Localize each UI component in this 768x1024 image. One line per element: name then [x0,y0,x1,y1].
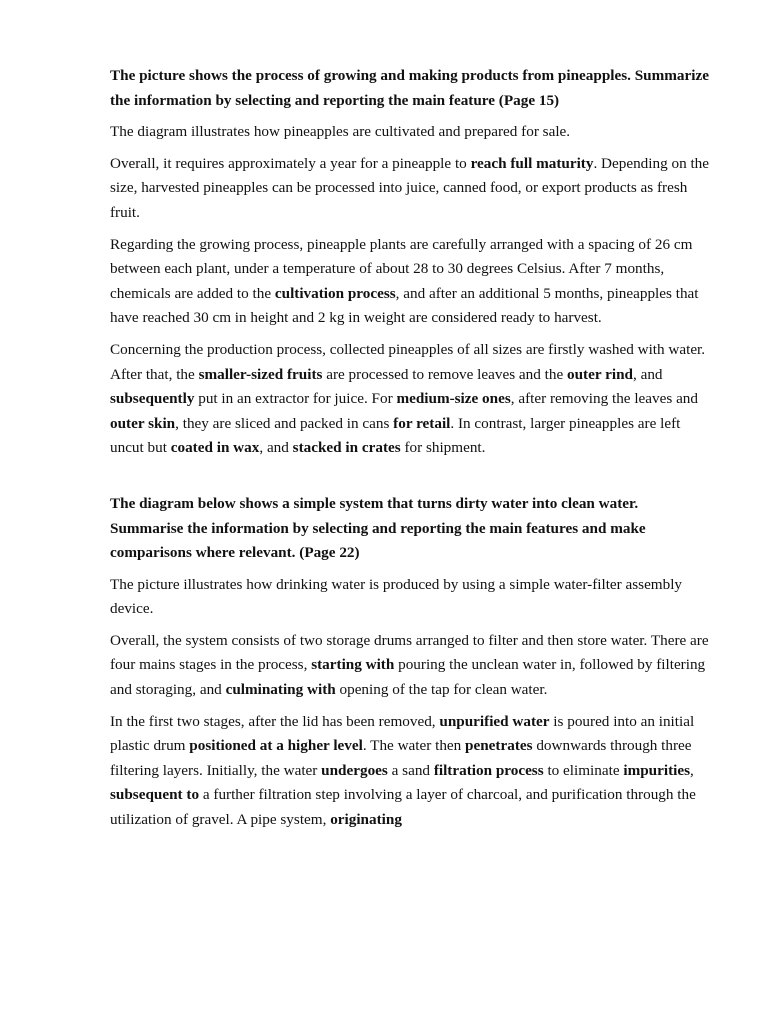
emphasis-phrase: subsequently [110,390,195,408]
emphasis-phrase: unpurified water [439,712,550,730]
emphasis-phrase: outer skin [110,414,176,432]
emphasis-phrase: cultivation process [274,284,396,302]
emphasis-phrase: for retail [393,414,451,432]
emphasis-phrase: coated in wax [170,439,260,457]
emphasis-phrase: smaller-sized fruits [198,365,323,383]
emphasis-phrase: reach full maturity [470,154,594,172]
section1-production: Concerning the production process, collected pineapples of all sizes are firstly washed with water. After that, the smaller-sized fruits are processed to remove leaves and the outer rind, and subsequently put in an extractor for juice. For medium-size ones, after removing the leaves and outer skin, they are sliced and packed in cans for retail. In contrast, larger pineapples are left uncut but coated in wax, and stacked in crates for shipment. [110,340,706,457]
emphasis-phrase: culminating with [225,681,336,699]
emphasis-phrase: subsequent to [110,786,200,804]
section2-overview: Overall, the system consists of two storage drums arranged to filter and then store water. There are four mains stages in the process, starting with pouring the unclean water in, followed by filtering and storaging, and culminating with opening of the tap for clean water. [110,631,709,699]
emphasis-phrase: filtration process [433,761,544,779]
emphasis-phrase: stacked in crates [292,439,401,457]
emphasis-phrase: positioned at a higher level [189,737,363,755]
emphasis-phrase: outer rind [567,365,633,383]
section1-growing: Regarding the growing process, pineapple plants are carefully arranged with a spacing of 26 cm between each plant, under a temperature of about 28 to 30 degrees Celsius. After 7 months, chemicals are added to the cultivation process, and after an additional 5 months, pineapples that have reached 30 cm in height and 2 kg in weight are considered ready to harvest. [110,235,699,327]
section-spacer [110,468,714,492]
section2-heading: The diagram below shows a simple system that turns dirty water into clean water. Summarise the information by selecting and reporting the main features and make comparisons where relevant. (Page 22) [110,494,646,562]
emphasis-phrase: impurities [623,761,691,779]
section2-intro: The picture illustrates how drinking water is produced by using a simple water-filter assembly device. [110,575,683,618]
emphasis-phrase: medium-size ones [396,390,511,408]
section1-heading: The picture shows the process of growing and making products from pineapples. Summarize the information by selecting and reporting the main feature (Page 15) [110,67,709,109]
section2-stages: In the first two stages, after the lid has been removed, unpurified water is poured into an initial plastic drum positioned at a higher level. The water then penetrates downwards through three filtering layers. Initially, the water undergoes a sand filtration process to eliminate impurities, subsequent to a further filtration step involving a layer of charcoal, and purification through the utilization of gravel. A pipe system, originating [110,712,696,829]
emphasis-phrase: originating [330,811,402,829]
emphasis-phrase: penetrates [465,737,533,755]
emphasis-phrase: starting with [311,656,395,674]
section1-intro: The diagram illustrates how pineapples are cultivated and prepared for sale. [110,123,571,141]
emphasis-phrase: undergoes [321,761,388,779]
document-page [110,64,714,840]
section1-overview: Overall, it requires approximately a year for a pineapple to reach full maturity. Depending on the size, harvested pineapples can be processed into juice, canned food, or export products as fresh fruit. [110,154,710,221]
